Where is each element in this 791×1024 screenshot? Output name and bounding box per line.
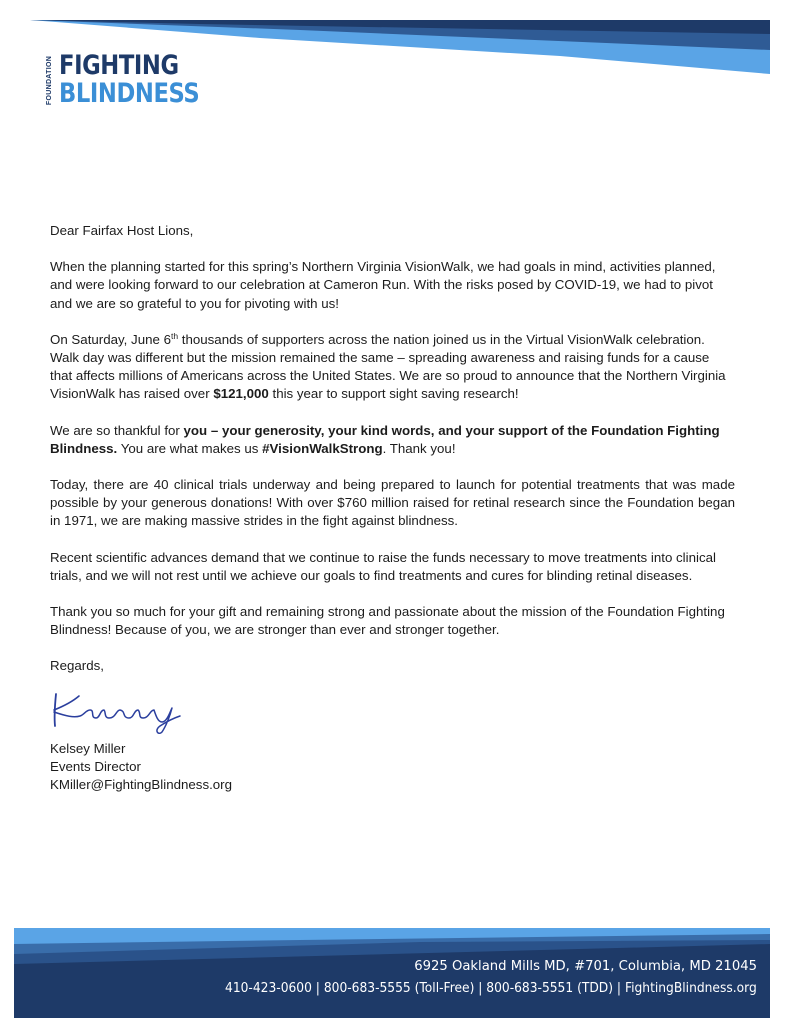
handwritten-signature xyxy=(46,686,196,734)
paragraph-research: Recent scientific advances demand that we continue to raise the funds necessary to move treatments into clinical trials, and we will not rest until we achieve our goals to find treatments and cures for blinding retinal diseases. xyxy=(50,549,716,583)
logo-word-fighting: FIGHTING xyxy=(59,50,179,81)
amount-raised: $121,000 xyxy=(213,386,269,402)
signer-email: KMiller@FightingBlindness.org xyxy=(50,777,233,793)
signer-name: Kelsey Miller xyxy=(50,740,126,756)
footer-contact xyxy=(185,956,757,1000)
salutation: Dear Fairfax Host Lions, xyxy=(50,223,194,238)
paragraph-walk-day: On Saturday, June 6th thousands of supporters across the nation joined us in the Virtual VisionWalk celebration. Walk day was different but the mission remained the same – spreading awareness and raising funds for a cause that affects millions of Americans across the United States. We are so proud to announce that the Northern Virginia VisionWalk has raised over $121,000 this year to support sight saving research! xyxy=(50,330,726,402)
footer-phones: 410-423-0600 | 800-683-5555 (Toll-Free) | 800-683-5551 (TDD) | FightingBlindness.org xyxy=(225,981,757,996)
paragraph-gratitude: Thank you so much for your gift and remaining strong and passionate about the mission of the Foundation Fighting Blindness! Because of you, we are stronger than ever and stronger together. xyxy=(50,604,725,638)
hashtag: #VisionWalkStrong xyxy=(262,440,383,456)
logo-foundation-vertical: FOUNDATION xyxy=(46,55,54,105)
paragraph-thanks: We are so thankful for you – your generosity, your kind words, and your support of the Foundation Fighting Blindness. You are what makes us #VisionWalkStrong. Thank you! xyxy=(50,422,720,456)
thanks-emphasis: you – your generosity, your kind words, and your support of the Foundation Fighting Blindness. xyxy=(50,422,720,456)
date-superscript: th xyxy=(170,330,179,341)
signer-title: Events Director xyxy=(50,758,141,774)
paragraph-planning: When the planning started for this spring’s Northern Virginia VisionWalk, we had goals in mind, activities planned, and were looking forward to our celebration at Cameron Run. With the risks posed by COVID-19, we had to pivot and we are so grateful to you for pivoting with us! xyxy=(50,259,716,311)
letter-body xyxy=(50,222,735,794)
signature-block xyxy=(50,740,735,795)
logo-word-blindness: BLINDNESS xyxy=(59,78,200,109)
paragraph-clinical-trials: Today, there are 40 clinical trials underway and being prepared to launch for potential treatments that was made possible by your generous donations! With over $760 million raised for retinal research since the Foundation began in 1971, we are making massive strides in the fight against blindness. xyxy=(50,477,735,529)
foundation-logo xyxy=(44,50,204,110)
footer-address: 6925 Oakland Mills MD, #701, Columbia, MD 21045 xyxy=(414,959,757,974)
closing: Regards, xyxy=(50,658,104,674)
